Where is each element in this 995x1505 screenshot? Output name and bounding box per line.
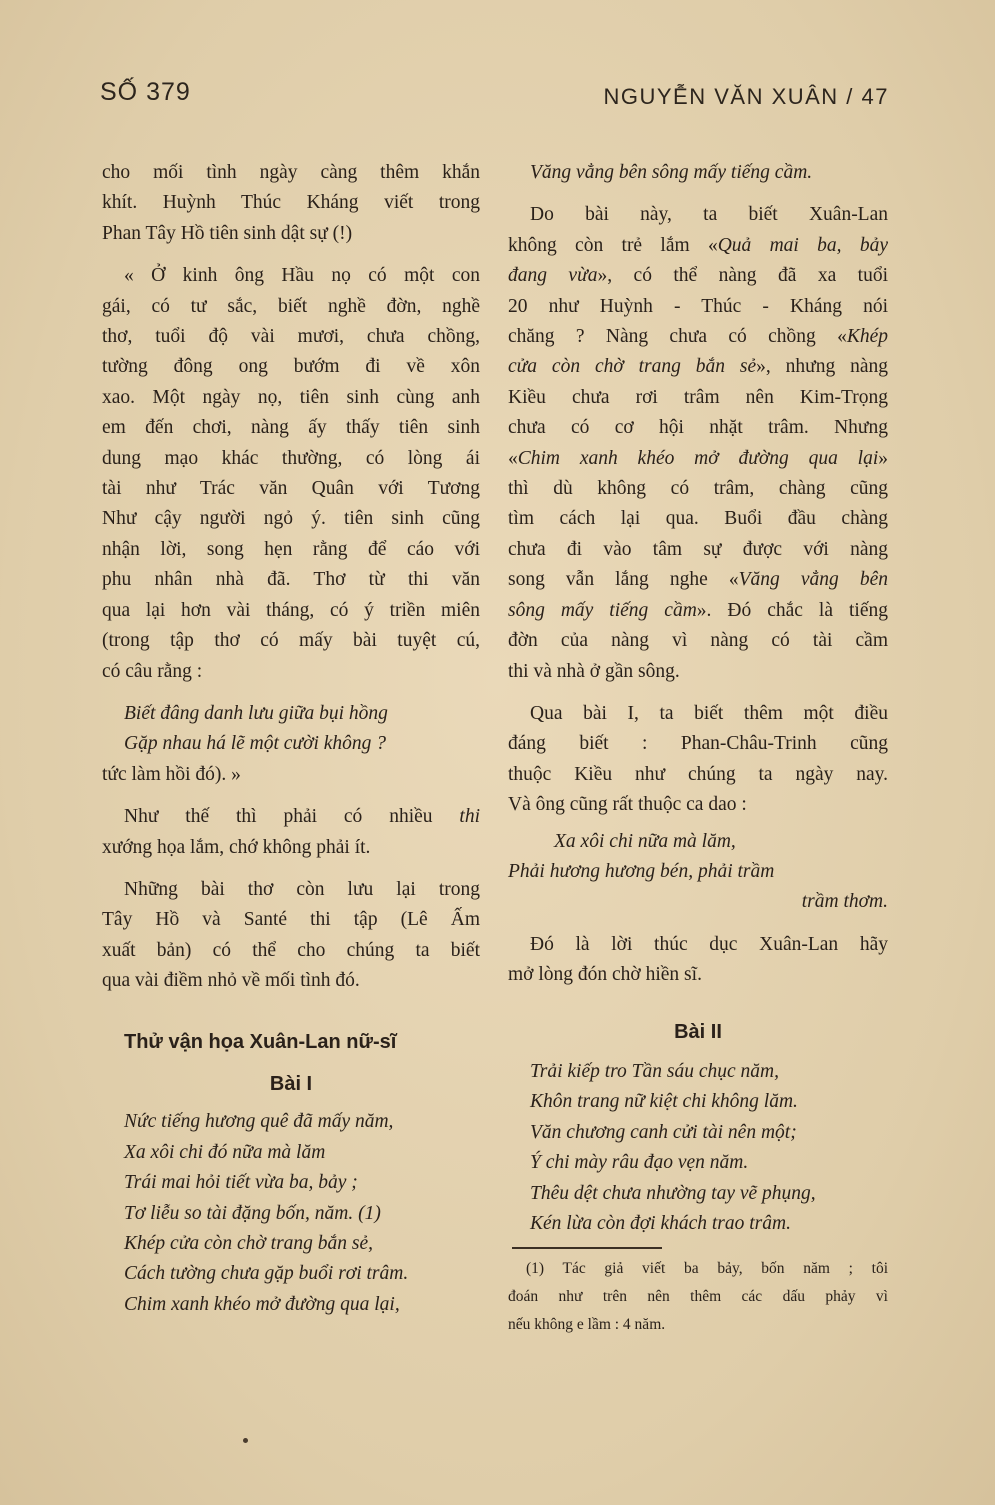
text-line [508,565,888,595]
footnote-rule [512,1247,662,1249]
text-line: em đến chơi, nàng ấy thấy tiên sinh [102,417,480,439]
poem-2 [508,1057,888,1239]
text-run: chăng ? Nàng chưa có chồng « [508,326,847,348]
issue-number: SỐ 379 [100,78,191,106]
text-line [508,231,888,261]
text-line: tìm cách lại qua. Buổi đầu chàng [508,508,888,530]
poem-title-2: Bài II [674,1020,722,1043]
verse-line: Chim xanh khéo mở đường qua lại, [124,1293,400,1315]
text-run: « [508,447,518,469]
quote-paragraph [102,261,480,687]
text-line: tường đông ong bướm đi về xôn [102,356,480,378]
text-run: ». Đó chắc là tiếng [696,599,888,621]
text-line: (trong tập thơ có mấy bài tuyệt cú, [102,630,480,652]
verse-line: Xa xôi chi nữa mà lăm, [554,830,736,852]
text-line: đáng biết : Phan-Châu-Trinh cũng [508,733,888,755]
poem-title-1: Bài I [269,1072,313,1095]
verse-line: Thêu dệt chưa nhường tay vẽ phụng, [530,1182,816,1204]
text-line: qua vài điềm nhỏ về mối tình đó. [102,970,360,992]
text-line: có câu rằng : [102,660,203,682]
left-column [102,158,480,1320]
text-line: xướng họa lắm, chớ không phải ít. [102,836,371,858]
text-run: », có thể nàng đã xa tuổi [597,265,888,287]
text-run: Như thế thì phải có nhiều [124,806,460,828]
text-line: qua lại hơn vài tháng, có ý triền miên [102,599,480,621]
footnote-line: (1) Tác giả viết ba bảy, bốn năm ; tôi [526,1260,888,1278]
paragraph-thi-tap [102,875,480,997]
text-line: Những bài thơ còn lưu lại trong [124,878,480,900]
text-line [508,444,888,474]
text-run-italic: thi [459,806,480,828]
text-run-italic: cửa còn chờ trang bắn sẻ [508,356,757,378]
verse-line: Ý chi mày râu đạo vẹn năm. [530,1152,749,1174]
ca-dao-verse [508,827,888,918]
verse-line: Trải kiếp tro Tần sáu chục năm, [530,1060,779,1082]
running-head: NGUYỄN VĂN XUÂN / 47 [603,84,889,109]
text-run-italic: sông mấy tiếng cầm [508,599,697,621]
verse-line: Trái mai hỏi tiết vừa ba, bảy ; [124,1172,358,1194]
verse-line: Biết đâng danh lưu giữa bụi hồng [124,702,388,724]
text-line: dung mạo khác thường, có lòng ái [102,447,480,469]
text-line: gái, có tư sắc, biết nghề đờn, nghề [102,295,480,317]
verse-line: trầm thơm. [801,891,888,913]
verse-line: Khép cửa còn chờ trang bắn sẻ, [124,1233,374,1254]
text-line [508,322,888,352]
text-line: mở lòng đón chờ hiền sĩ. [508,964,702,986]
verse-line: Xa xôi chi đó nữa mà lăm [124,1141,326,1163]
text-run-italic: Khép [846,326,888,348]
text-run: » [878,447,888,469]
text-run: song vẫn lắng nghe « [508,569,739,591]
paragraph-thuc-duc [508,930,888,991]
text-line: Qua bài I, ta biết thêm một điều [530,702,888,724]
text-run-italic: đang vừa [508,265,598,287]
text-line: Tây Hồ và Santé thi tập (Lê Ấm [102,909,480,931]
right-column [508,158,888,1339]
footnote-line: đoán như trên nên thêm các dấu phảy vì [508,1288,888,1306]
text-line: phu nhân nhà đã. Thơ từ thi văn [102,569,480,591]
poem-1 [102,1107,480,1320]
text-line: chưa đi vào tâm sự được với nàng [508,538,888,560]
verse-line: Phải hương hương bén, phải trầm [508,860,775,882]
paragraph-analysis [508,200,888,687]
text-line: Do bài này, ta biết Xuân-Lan [530,204,888,226]
text-run-italic: Chim xanh khéo mở đường qua lại [517,447,879,469]
quote-end: tức làm hồi đó). » [102,763,241,785]
verse-line: Nức tiếng hương quê đã mấy năm, [124,1111,394,1133]
text-line: thơ, tuổi độ vài mươi, chưa chồng, [102,326,480,348]
text-line: xuất bản) có thể cho chúng ta biết [102,939,480,961]
text-line [508,261,888,291]
text-line: thì dù không có trâm, chàng cũng [508,478,888,500]
text-line: cho mối tình ngày càng thêm khắn [102,162,480,183]
text-run-italic: Quả mai ba, bảy [717,234,888,256]
verse-line: Văng vẳng bên sông mấy tiếng cầm. [530,162,813,183]
verse-line: Tơ liễu so tài đặng bốn, năm. (1) [124,1202,381,1224]
text-line: tài như Trác văn Quân với Tương [102,478,480,500]
text-line: Đó là lời thúc dục Xuân-Lan hãy [530,933,888,955]
text-line: thuộc Kiều như chúng ta ngày nay. [508,763,888,785]
text-line: khít. Huỳnh Thúc Kháng viết trong [102,192,480,214]
text-line: Phan Tây Hồ tiên sinh dật sự (!) [102,222,353,244]
verse-line: Văn chương canh cửi tài nên một; [530,1121,797,1143]
text-line [508,596,888,626]
paragraph-ca-dao [508,699,888,821]
text-run: không còn trẻ lắm « [508,234,718,256]
text-line: Như cậy người ngỏ ý. tiên sinh cũng [102,508,480,530]
text-line: Và ông cũng rất thuộc ca dao : [508,794,747,816]
paragraph-thi-xuong [102,802,480,863]
text-line [508,352,888,382]
text-line [102,802,480,832]
text-line: nhận lời, song hẹn rằng để cáo với [102,538,480,560]
verse-line: Khôn trang nữ kiệt chi không lăm. [530,1091,798,1113]
verse-line: Kén lừa còn đợi khách trao trâm. [530,1213,791,1234]
verse-line: Gặp nhau há lẽ một cười không ? [124,733,387,755]
text-line: thi và nhà ở gần sông. [508,660,680,682]
page-header [0,78,995,118]
text-line: « Ở kinh ông Hầu nọ có một con [124,265,480,287]
quoted-verse [102,699,480,760]
text-line: 20 như Huỳnh - Thúc - Kháng nói [508,295,888,317]
text-line: xao. Một ngày nọ, tiên sinh cùng anh [102,386,480,408]
footnote [508,1255,888,1339]
text-run-italic: Văng vẳng bên [738,569,888,591]
verse-line: Cách tường chưa gặp buổi rơi trâm. [124,1263,409,1285]
text-line: đờn của nàng vì nàng có tài cầm [508,630,888,652]
text-run: », nhưng nàng [756,356,888,378]
footnote-line: nếu không e lầm : 4 năm. [508,1316,666,1334]
page-speck [243,1438,248,1443]
text-line: chưa có cơ hội nhặt trâm. Nhưng [508,417,888,439]
intro-paragraph [102,158,480,249]
text-line: Kiều chưa rơi trâm nên Kim-Trọng [508,386,888,408]
section-heading: Thử vận họa Xuân-Lan nữ-sĩ [124,1030,397,1053]
